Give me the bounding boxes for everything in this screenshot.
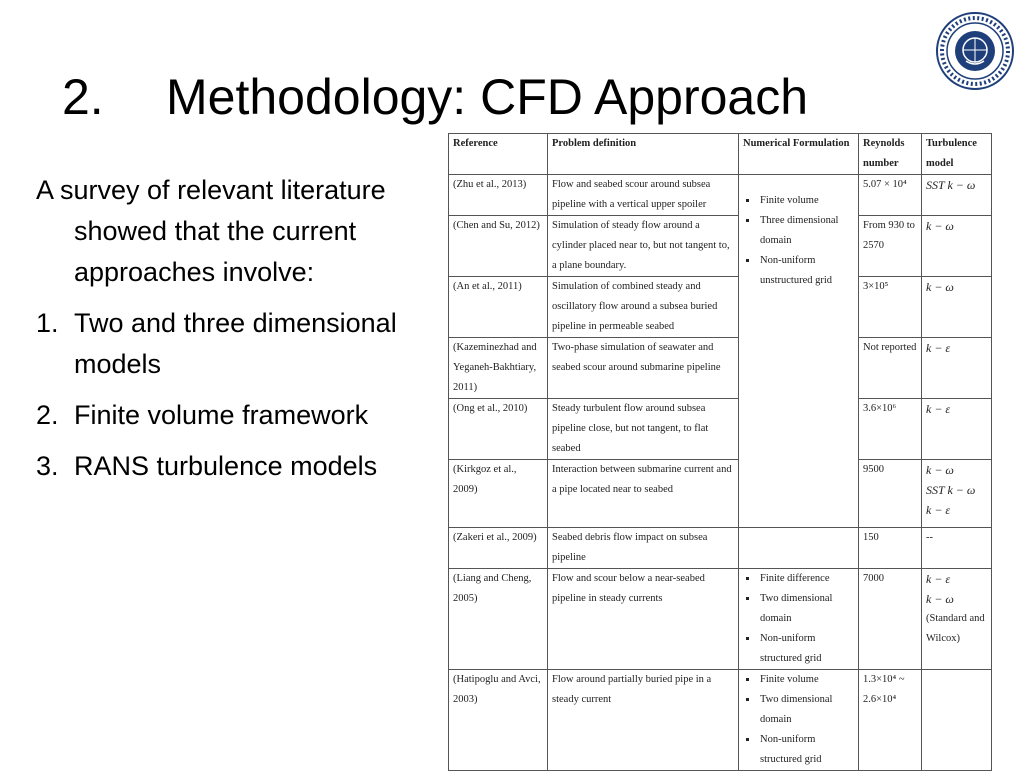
formulation-item: ▪ Two dimensional domain <box>758 690 854 730</box>
header-problem: Problem definition <box>548 134 739 175</box>
cell-problem: Interaction between submarine current and a pipe located near to seabed <box>548 460 739 528</box>
formulation-item: ▪ Finite volume <box>758 670 854 690</box>
cell-problem: Seabed debris flow impact on subsea pipeline <box>548 528 739 569</box>
cell-reference: (An et al., 2011) <box>449 277 548 338</box>
university-emblem-icon <box>934 10 1016 92</box>
cell-reynolds: 3×10⁵ <box>859 277 922 338</box>
list-item-text: Finite volume framework <box>74 400 369 430</box>
table-row <box>449 338 992 399</box>
cell-reynolds: Not reported <box>859 338 922 399</box>
cell-problem: Flow and scour below a near-seabed pipeline in steady currents <box>548 569 739 670</box>
header-formulation: Numerical Formulation <box>739 134 859 175</box>
formulation-item: ▪ Finite difference <box>758 569 854 589</box>
cell-reynolds: 150 <box>859 528 922 569</box>
list-marker: 2. <box>36 400 59 430</box>
table-row <box>449 460 992 528</box>
cell-problem: Two-phase simulation of seawater and seabed scour around submarine pipeline <box>548 338 739 399</box>
bullet-list <box>36 170 436 497</box>
list-item-text: RANS turbulence models <box>74 451 378 481</box>
cell-problem: Flow around partially buried pipe in a steady current <box>548 670 739 771</box>
cell-problem: Flow and seabed scour around subsea pipeline with a vertical upper spoiler <box>548 175 739 216</box>
turbulence-line: k − ω <box>926 592 954 606</box>
cell-turbulence: -- <box>922 528 992 569</box>
cell-formulation-empty <box>739 528 859 569</box>
formulation-item: ▪ Non-uniform unstructured grid <box>758 251 854 291</box>
literature-table <box>448 133 992 771</box>
formulation-list <box>743 670 854 770</box>
cell-formulation <box>739 175 859 528</box>
cell-turbulence: k − ε <box>922 399 992 460</box>
cell-turbulence <box>922 569 992 670</box>
cell-turbulence: k − ε <box>922 338 992 399</box>
cell-reference: (Kazeminezhad and Yeganeh-Bakhtiary, 2011) <box>449 338 548 399</box>
intro-text: A survey of relevant literature showed that the current approaches involve: <box>36 175 386 287</box>
header-turbulence: Turbulence model <box>922 134 992 175</box>
cell-formulation <box>739 569 859 670</box>
title-text: Methodology: CFD Approach <box>166 69 809 125</box>
list-item <box>36 303 436 385</box>
cell-turbulence <box>922 460 992 528</box>
formulation-item: ▪ Non-uniform structured grid <box>758 730 854 770</box>
cell-problem: Simulation of steady flow around a cylinder placed near to, but not tangent to, a plane boundary. <box>548 216 739 277</box>
cell-reynolds: 1.3×10⁴ ~ 2.6×10⁴ <box>859 670 922 771</box>
list-item <box>36 395 436 436</box>
header-reynolds: Reynolds number <box>859 134 922 175</box>
formulation-item: ▪ Two dimensional domain <box>758 589 854 629</box>
turbulence-line: k − ε <box>926 503 951 517</box>
title-number: 2. <box>62 69 104 125</box>
turbulence-line: k − ω <box>926 463 954 477</box>
table-row <box>449 569 992 670</box>
cell-reference: (Zakeri et al., 2009) <box>449 528 548 569</box>
turbulence-line: k − ε <box>926 572 951 586</box>
formulation-item: ▪ Three dimensional domain <box>758 211 854 251</box>
formulation-item: ▪ Non-uniform structured grid <box>758 629 854 669</box>
formulation-list <box>743 191 854 291</box>
cell-problem: Steady turbulent flow around subsea pipeline close, but not tangent, to flat seabed <box>548 399 739 460</box>
table-header-row <box>449 134 992 175</box>
cell-problem: Simulation of combined steady and oscillatory flow around a subsea buried pipeline in permeable seabed <box>548 277 739 338</box>
cell-reynolds: 7000 <box>859 569 922 670</box>
list-marker: 1. <box>36 308 59 338</box>
list-marker: 3. <box>36 451 59 481</box>
table-row <box>449 670 992 771</box>
turbulence-line: SST k − ω <box>926 483 976 497</box>
table-row <box>449 399 992 460</box>
cell-formulation <box>739 670 859 771</box>
cell-turbulence: k − ω <box>922 277 992 338</box>
turbulence-line: (Standard and Wilcox) <box>926 613 985 644</box>
table-row <box>449 277 992 338</box>
list-item-text: Two and three dimensional models <box>74 308 397 379</box>
cell-reference: (Zhu et al., 2013) <box>449 175 548 216</box>
cell-reference: (Ong et al., 2010) <box>449 399 548 460</box>
formulation-item: ▪ Finite volume <box>758 191 854 211</box>
cell-turbulence <box>922 670 992 771</box>
header-reference: Reference <box>449 134 548 175</box>
cell-turbulence: SST k − ω <box>922 175 992 216</box>
cell-reynolds: 5.07 × 10⁴ <box>859 175 922 216</box>
cell-reference: (Chen and Su, 2012) <box>449 216 548 277</box>
cell-turbulence: k − ω <box>922 216 992 277</box>
slide-title <box>62 64 808 130</box>
cell-reynolds: 9500 <box>859 460 922 528</box>
table-row <box>449 216 992 277</box>
cell-reference: (Liang and Cheng, 2005) <box>449 569 548 670</box>
table-row <box>449 528 992 569</box>
cell-reference: (Kirkgoz et al., 2009) <box>449 460 548 528</box>
cell-reynolds: From 930 to 2570 <box>859 216 922 277</box>
list-item <box>36 446 436 487</box>
cell-reference: (Hatipoglu and Avci, 2003) <box>449 670 548 771</box>
table-row <box>449 175 992 216</box>
formulation-list <box>743 569 854 669</box>
cell-reynolds: 3.6×10⁶ <box>859 399 922 460</box>
